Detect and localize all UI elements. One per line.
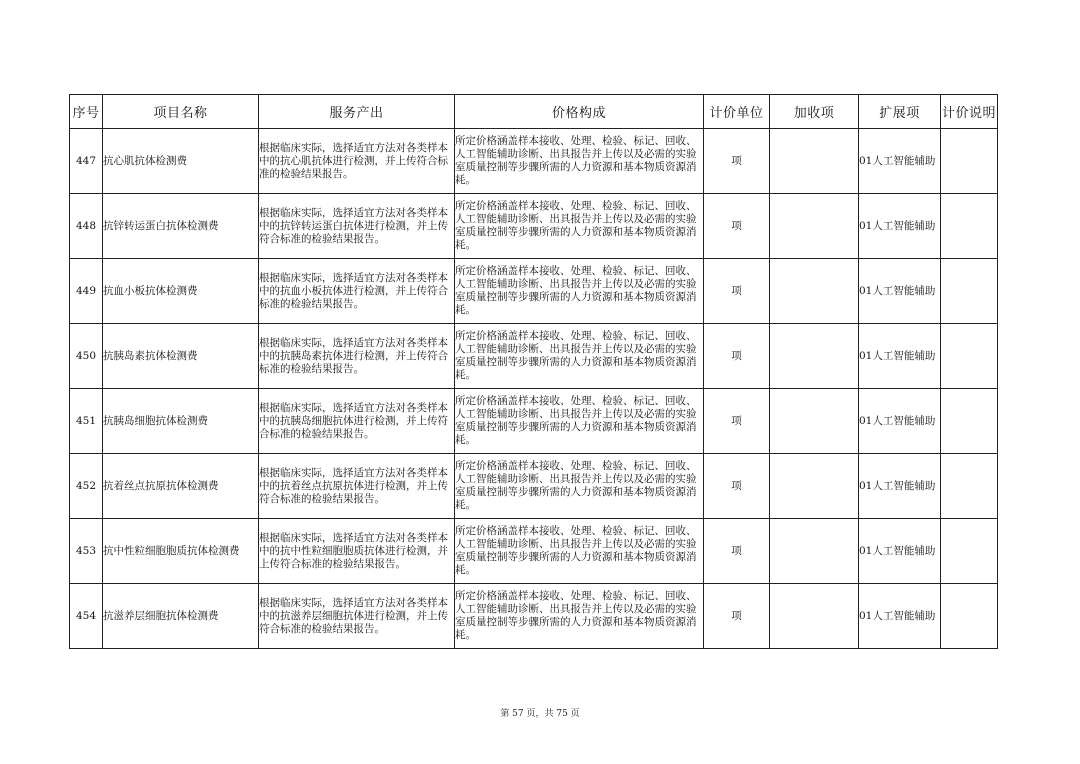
- row-service-output: 根据临床实际，选择适宜方法对各类样本中的抗滋养层细胞抗体进行检测，并上传符合标准的检验结果报告。: [259, 584, 455, 649]
- row-pricing-unit: 项: [704, 584, 770, 649]
- row-extension: 01人工智能辅助: [859, 259, 941, 324]
- row-pricing-unit: 项: [704, 259, 770, 324]
- row-item-name: 抗胰岛素抗体检测费: [103, 324, 259, 389]
- row-surcharge: [770, 584, 859, 649]
- row-item-name: 抗锌转运蛋白抗体检测费: [103, 194, 259, 259]
- row-surcharge: [770, 454, 859, 519]
- header-item-name: 项目名称: [103, 95, 259, 129]
- row-service-output: 根据临床实际，选择适宜方法对各类样本中的抗胰岛素抗体进行检测，并上传符合标准的检验结果报告。: [259, 324, 455, 389]
- row-surcharge: [770, 324, 859, 389]
- row-surcharge: [770, 129, 859, 194]
- row-price-composition: 所定价格涵盖样本接收、处理、检验、标记、回收、人工智能辅助诊断、出具报告并上传以及必需的实验室质量控制等步骤所需的人力资源和基本物质资源消耗。: [455, 259, 704, 324]
- row-pricing-unit: 项: [704, 389, 770, 454]
- row-number: 454: [70, 584, 103, 649]
- header-number: 序号: [70, 95, 103, 129]
- header-pricing-unit: 计价单位: [704, 95, 770, 129]
- row-price-composition: 所定价格涵盖样本接收、处理、检验、标记、回收、人工智能辅助诊断、出具报告并上传以及必需的实验室质量控制等步骤所需的人力资源和基本物质资源消耗。: [455, 194, 704, 259]
- row-surcharge: [770, 519, 859, 584]
- row-pricing-note: [941, 324, 998, 389]
- row-pricing-unit: 项: [704, 519, 770, 584]
- table-row: [70, 584, 998, 649]
- row-extension: 01人工智能辅助: [859, 519, 941, 584]
- row-number: 451: [70, 389, 103, 454]
- row-item-name: 抗心肌抗体检测费: [103, 129, 259, 194]
- row-item-name: 抗胰岛细胞抗体检测费: [103, 389, 259, 454]
- row-service-output: 根据临床实际，选择适宜方法对各类样本中的抗锌转运蛋白抗体进行检测，并上传符合标准的检验结果报告。: [259, 194, 455, 259]
- row-extension: 01人工智能辅助: [859, 454, 941, 519]
- table-header-row: [70, 95, 998, 129]
- header-service-output: 服务产出: [259, 95, 455, 129]
- row-price-composition: 所定价格涵盖样本接收、处理、检验、标记、回收、人工智能辅助诊断、出具报告并上传以及必需的实验室质量控制等步骤所需的人力资源和基本物质资源消耗。: [455, 129, 704, 194]
- row-service-output: 根据临床实际，选择适宜方法对各类样本中的抗着丝点抗原抗体进行检测，并上传符合标准的检验结果报告。: [259, 454, 455, 519]
- row-pricing-note: [941, 259, 998, 324]
- table-row: [70, 259, 998, 324]
- table-row: [70, 194, 998, 259]
- table-row: [70, 129, 998, 194]
- row-pricing-note: [941, 519, 998, 584]
- row-item-name: 抗中性粒细胞胞质抗体检测费: [103, 519, 259, 584]
- row-extension: 01人工智能辅助: [859, 129, 941, 194]
- row-pricing-unit: 项: [704, 129, 770, 194]
- row-pricing-note: [941, 584, 998, 649]
- table-row: [70, 519, 998, 584]
- row-pricing-unit: 项: [704, 324, 770, 389]
- row-service-output: 根据临床实际，选择适宜方法对各类样本中的抗血小板抗体进行检测，并上传符合标准的检验结果报告。: [259, 259, 455, 324]
- row-price-composition: 所定价格涵盖样本接收、处理、检验、标记、回收、人工智能辅助诊断、出具报告并上传以及必需的实验室质量控制等步骤所需的人力资源和基本物质资源消耗。: [455, 454, 704, 519]
- header-pricing-note: 计价说明: [941, 95, 998, 129]
- row-pricing-note: [941, 129, 998, 194]
- price-table: [69, 94, 998, 649]
- table-row: [70, 454, 998, 519]
- row-number: 453: [70, 519, 103, 584]
- row-number: 450: [70, 324, 103, 389]
- page-footer: 第 57 页，共 75 页: [500, 709, 580, 719]
- row-surcharge: [770, 259, 859, 324]
- row-extension: 01人工智能辅助: [859, 324, 941, 389]
- row-price-composition: 所定价格涵盖样本接收、处理、检验、标记、回收、人工智能辅助诊断、出具报告并上传以及必需的实验室质量控制等步骤所需的人力资源和基本物质资源消耗。: [455, 389, 704, 454]
- table-row: [70, 324, 998, 389]
- row-extension: 01人工智能辅助: [859, 584, 941, 649]
- row-surcharge: [770, 389, 859, 454]
- row-pricing-note: [941, 194, 998, 259]
- header-surcharge: 加收项: [770, 95, 859, 129]
- row-item-name: 抗滋养层细胞抗体检测费: [103, 584, 259, 649]
- row-price-composition: 所定价格涵盖样本接收、处理、检验、标记、回收、人工智能辅助诊断、出具报告并上传以及必需的实验室质量控制等步骤所需的人力资源和基本物质资源消耗。: [455, 519, 704, 584]
- row-service-output: 根据临床实际，选择适宜方法对各类样本中的抗胰岛细胞抗体进行检测，并上传符合标准的检验结果报告。: [259, 389, 455, 454]
- row-service-output: 根据临床实际，选择适宜方法对各类样本中的抗心肌抗体进行检测，并上传符合标准的检验结果报告。: [259, 129, 455, 194]
- row-pricing-unit: 项: [704, 454, 770, 519]
- row-surcharge: [770, 194, 859, 259]
- header-extension: 扩展项: [859, 95, 941, 129]
- row-number: 447: [70, 129, 103, 194]
- row-price-composition: 所定价格涵盖样本接收、处理、检验、标记、回收、人工智能辅助诊断、出具报告并上传以及必需的实验室质量控制等步骤所需的人力资源和基本物质资源消耗。: [455, 584, 704, 649]
- row-number: 452: [70, 454, 103, 519]
- table-row: [70, 389, 998, 454]
- row-pricing-unit: 项: [704, 194, 770, 259]
- row-item-name: 抗着丝点抗原抗体检测费: [103, 454, 259, 519]
- row-pricing-note: [941, 454, 998, 519]
- row-extension: 01人工智能辅助: [859, 194, 941, 259]
- row-service-output: 根据临床实际，选择适宜方法对各类样本中的抗中性粒细胞胞质抗体进行检测，并上传符合标准的检验结果报告。: [259, 519, 455, 584]
- row-extension: 01人工智能辅助: [859, 389, 941, 454]
- row-number: 448: [70, 194, 103, 259]
- row-item-name: 抗血小板抗体检测费: [103, 259, 259, 324]
- row-price-composition: 所定价格涵盖样本接收、处理、检验、标记、回收、人工智能辅助诊断、出具报告并上传以及必需的实验室质量控制等步骤所需的人力资源和基本物质资源消耗。: [455, 324, 704, 389]
- row-pricing-note: [941, 389, 998, 454]
- row-number: 449: [70, 259, 103, 324]
- header-price-composition: 价格构成: [455, 95, 704, 129]
